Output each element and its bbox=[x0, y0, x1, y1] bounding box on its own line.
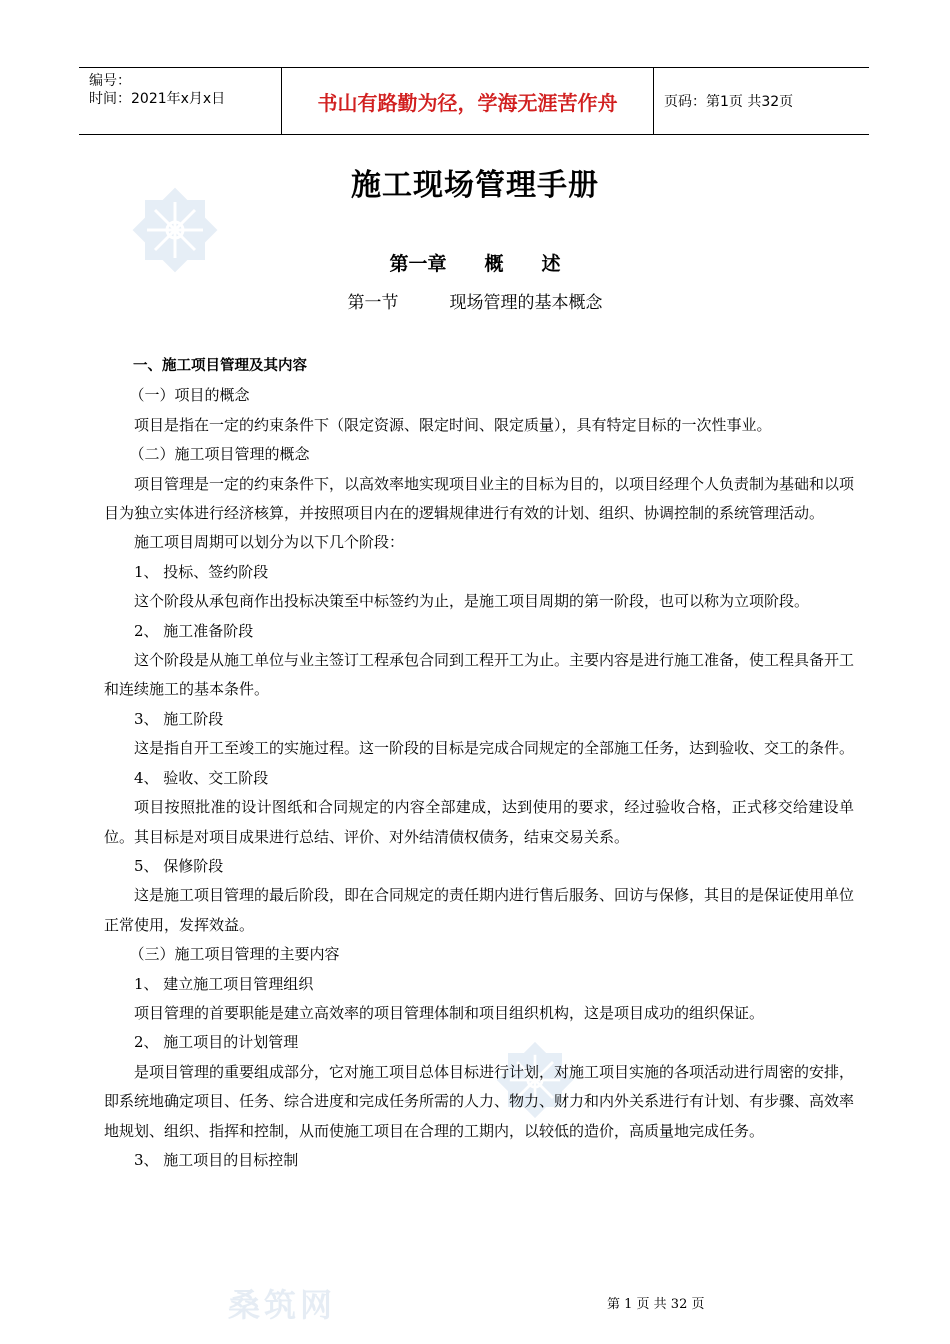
paragraph: 4、 验收、交工阶段 bbox=[134, 768, 269, 787]
paragraph: 项目是指在一定的约束条件下（限定资源、限定时间、限定质量），具有特定目标的一次性事业。 bbox=[134, 415, 772, 434]
paragraph: 项目管理的首要职能是建立高效率的项目管理体制和项目组织机构，这是项目成功的组织保证。 bbox=[134, 1003, 765, 1022]
page-header bbox=[79, 67, 869, 135]
paragraph: 施工项目周期可以划分为以下几个阶段： bbox=[134, 533, 405, 552]
header-motto: 书山有路勤为径，学海无涯苦作舟 bbox=[282, 68, 654, 134]
watermark-text: 桑筑网 bbox=[228, 1286, 337, 1324]
paragraph: 1、 建立施工项目管理组织 bbox=[134, 974, 314, 993]
paragraph: 这是指自开工至竣工的实施过程。这一阶段的目标是完成合同规定的全部施工任务，达到验收、交工的条件。 bbox=[134, 739, 855, 758]
paragraph: （一）项目的概念 bbox=[129, 386, 250, 405]
paragraph: 这个阶段是从施工单位与业主签订工程承包合同到工程开工为止。主要内容是进行施工准备，使工程具备开工和连续施工的基本条件。 bbox=[104, 651, 855, 699]
header-page-info: 页码：第1页 共32页 bbox=[664, 94, 794, 110]
section-heading: 第一节 现场管理的基本概念 bbox=[347, 293, 603, 313]
time-label: 时间：2021年x月x日 bbox=[89, 91, 226, 107]
paragraph: 5、 保修阶段 bbox=[134, 856, 224, 875]
paragraph: 3、 施工阶段 bbox=[134, 709, 224, 728]
document-body bbox=[104, 352, 854, 1175]
paragraph: 一、施工项目管理及其内容 bbox=[133, 358, 307, 374]
paragraph: 项目按照批准的设计图纸和合同规定的内容全部建成，达到使用的要求，经过验收合格，正式移交给建设单位。其目标是对项目成果进行总结、评价、对外结清债权债务，结束交易关系。 bbox=[104, 798, 854, 846]
paragraph: （三）施工项目管理的主要内容 bbox=[129, 945, 340, 964]
paragraph: 项目管理是一定的约束条件下，以高效率地实现项目业主的目标为目的，以项目经理个人负责制为基础和以项目为独立实体进行经济核算，并按照项目内在的逻辑规律进行有效的计划、组织、协调控制的系统管理活动。 bbox=[104, 474, 855, 523]
paragraph: （二）施工项目管理的概念 bbox=[129, 445, 310, 464]
document-title: 施工现场管理手册 bbox=[351, 168, 599, 203]
paragraph: 2、 施工项目的计划管理 bbox=[134, 1033, 299, 1052]
chapter-heading: 第一章 概 述 bbox=[389, 253, 561, 275]
paragraph: 这个阶段从承包商作出投标决策至中标签约为止，是施工项目周期的第一阶段，也可以称为立项阶段。 bbox=[134, 592, 810, 611]
paragraph: 1、 投标、签约阶段 bbox=[134, 562, 269, 581]
paragraph: 2、 施工准备阶段 bbox=[134, 621, 254, 640]
paragraph: 这是施工项目管理的最后阶段，即在合同规定的责任期内进行售后服务、回访与保修，其目的是保证使用单位正常使用，发挥效益。 bbox=[104, 886, 855, 934]
number-label: 编号： bbox=[89, 73, 131, 89]
paragraph: 3、 施工项目的目标控制 bbox=[134, 1150, 299, 1169]
paragraph: 是项目管理的重要组成部分，它对施工项目总体目标进行计划，对施工项目实施的各项活动进行周密的安排，即系统地确定项目、任务、综合进度和完成任务所需的人力、物力、财力和内外关系进行有计划、有步骤、高效率地规划、组织、指挥和控制，从而使施工项目在合理的工期内，以较低的造价，高质量地完成任务。 bbox=[104, 1062, 855, 1140]
page-footer: 第 1 页 共 32 页 bbox=[607, 1297, 705, 1312]
header-meta bbox=[79, 68, 282, 134]
